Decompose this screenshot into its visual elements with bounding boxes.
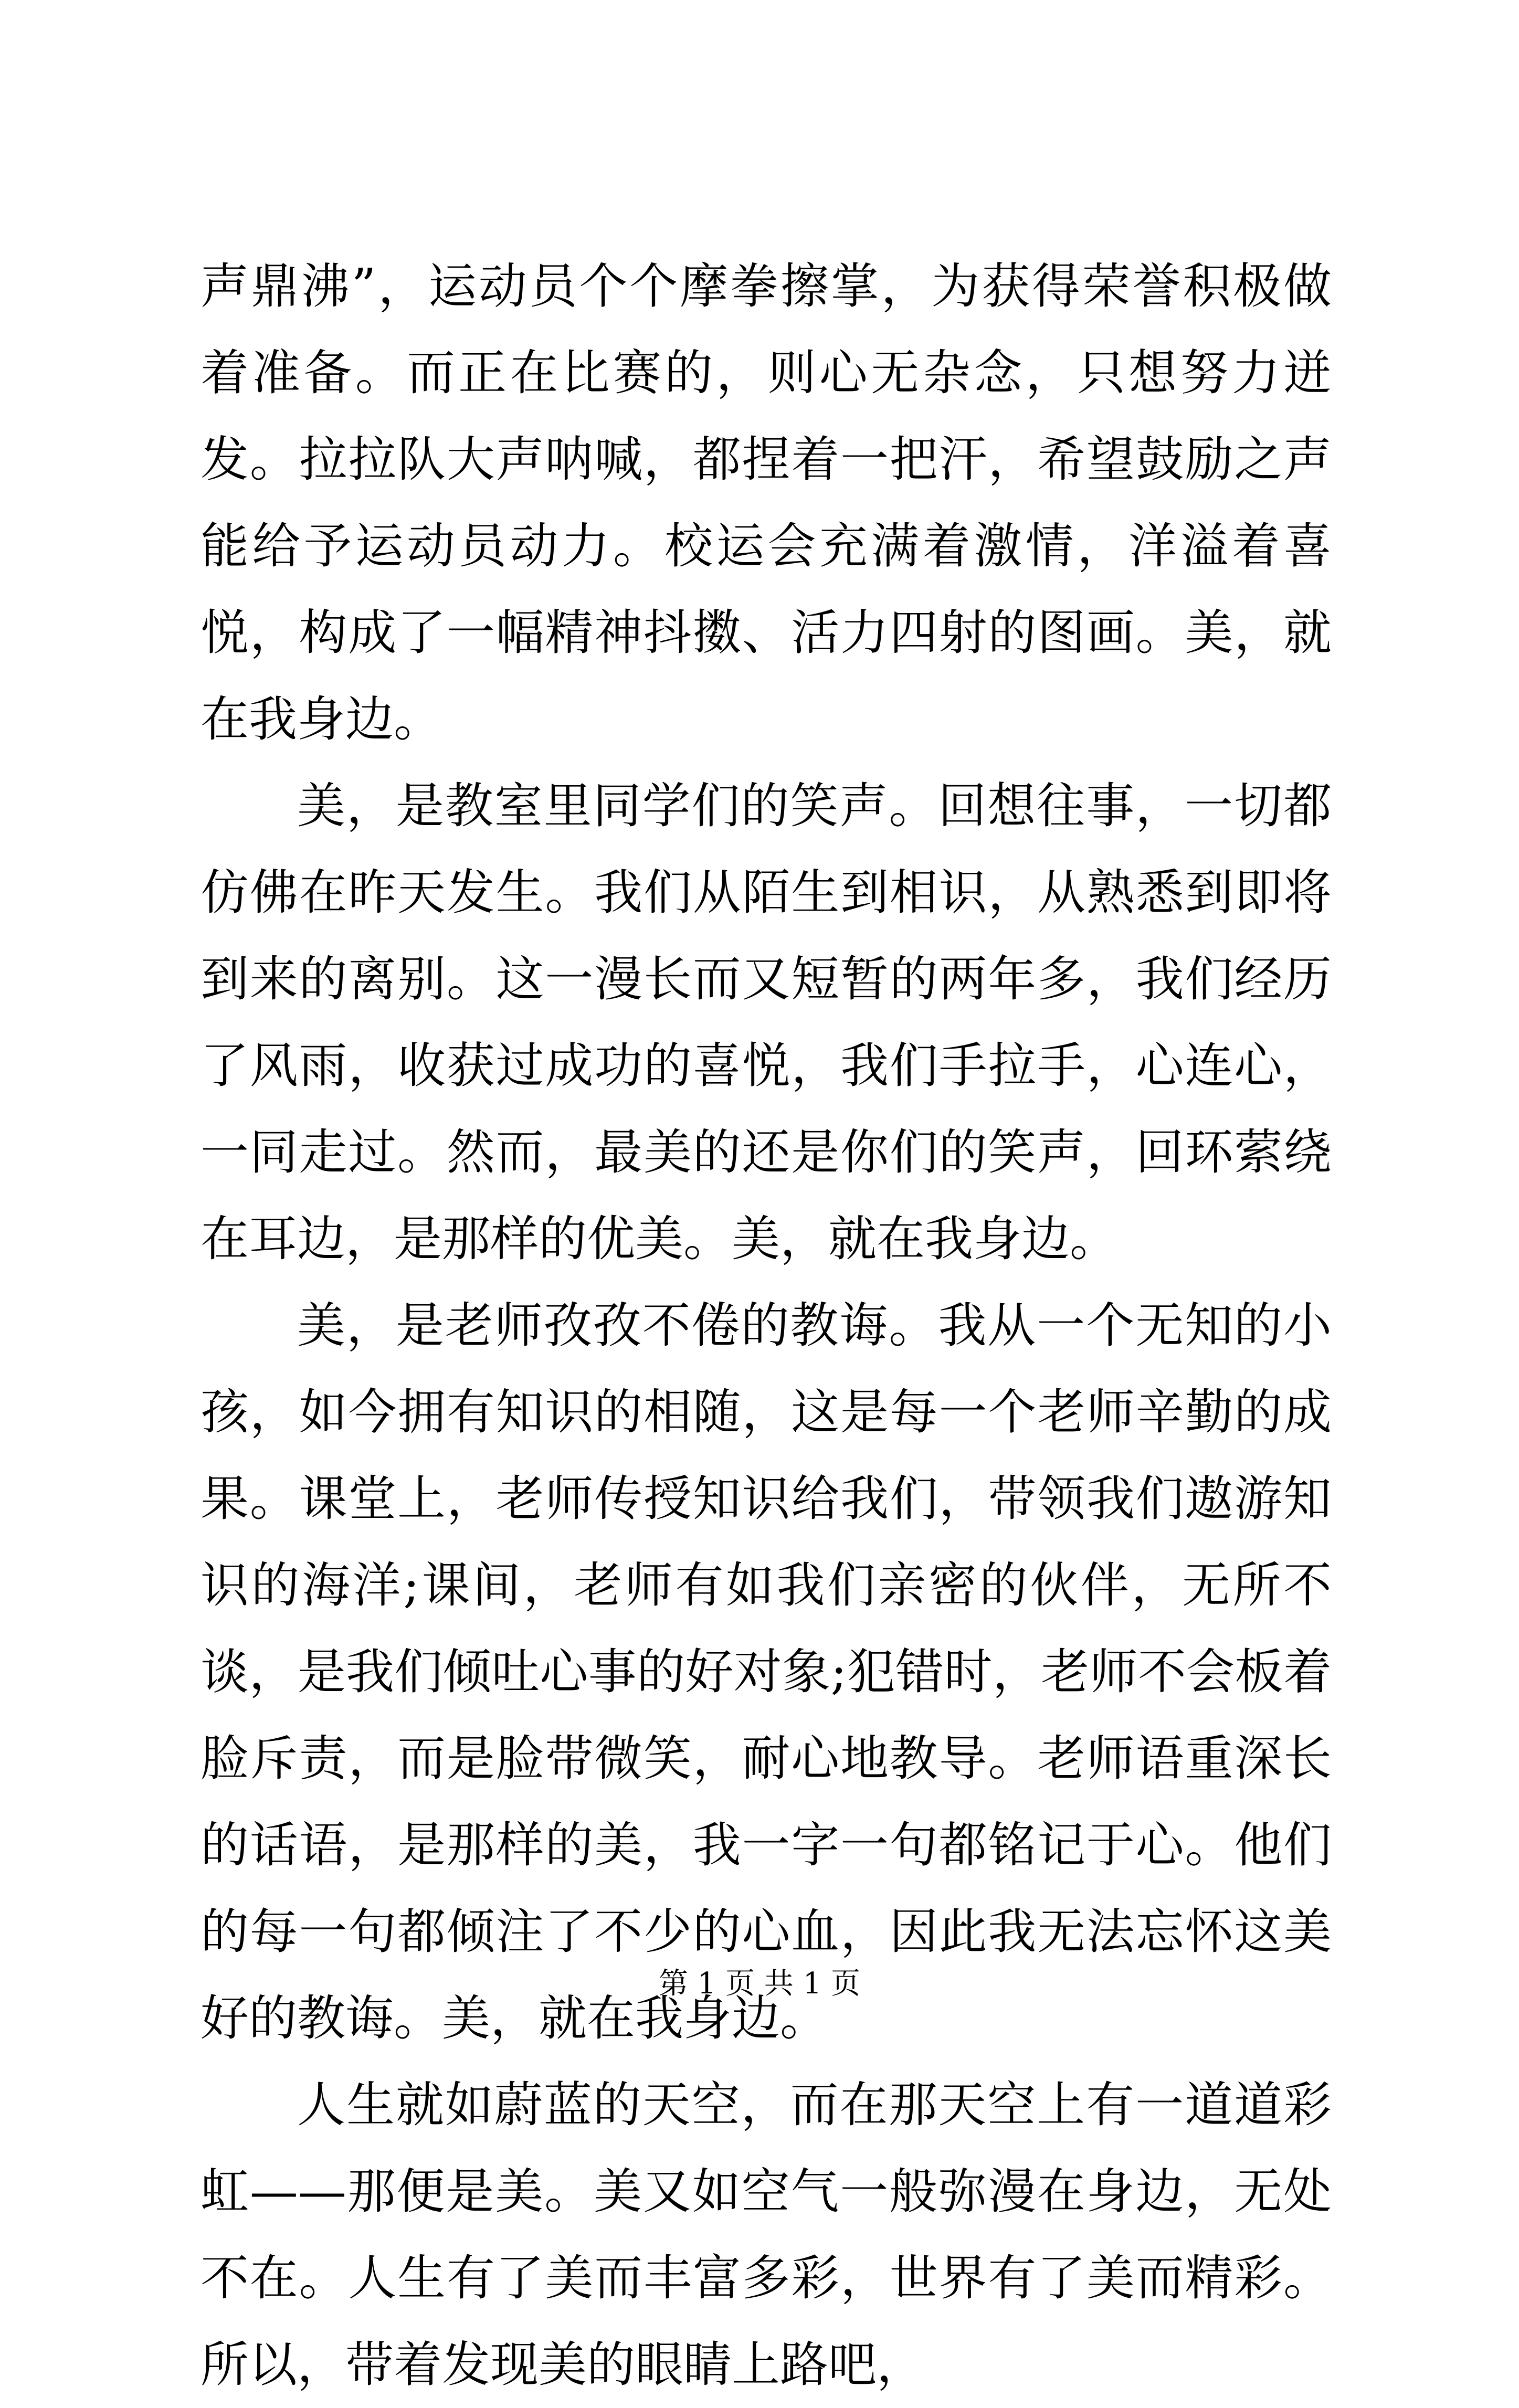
document-body [201,243,1332,2408]
paragraph-4: 人生就如蔚蓝的天空，而在那天空上有一道道彩虹——那便是美。美又如空气一般弥漫在身边，无处不在。人生有了美而丰富多彩，世界有了美而精彩。所以，带着发现美的眼睛上路吧， [201,2077,1332,2393]
paragraph-1: 声鼎沸”，运动员个个摩拳擦掌，为获得荣誉积极做着准备。而正在比赛的，则心无杂念，只想努力迸发。拉拉队大声呐喊，都捏着一把汗，希望鼓励之声能给予运动员动力。校运会充满着激情，洋溢着喜悦，构成了一幅精神抖擞、活力四射的图画。美，就在我身边。 [201,258,1332,747]
paragraph-3: 美，是老师孜孜不倦的教诲。我从一个无知的小孩，如今拥有知识的相随，这是每一个老师辛勤的成果。课堂上，老师传授知识给我们，带领我们遨游知识的海洋;课间，老师有如我们亲密的伙伴，无所不谈，是我们倾吐心事的好对象;犯错时，老师不会板着脸斥责，而是脸带微笑，耐心地教导。老师语重深长的话语，是那样的美，我一字一句都铭记于心。他们的每一句都倾注了不少的心血，因此我无法忘怀这美好的教诲。美，就在我身边。 [201,1297,1332,2046]
paragraph-2: 美，是教室里同学们的笑声。回想往事，一切都仿佛在昨天发生。我们从陌生到相识，从熟悉到即将到来的离别。这一漫长而又短暂的两年多，我们经历了风雨，收获过成功的喜悦，我们手拉手，心连心，一同走过。然而，最美的还是你们的笑声，回环萦绕在耳边，是那样的优美。美，就在我身边。 [201,778,1332,1267]
page-footer: 第 1 页 共 1 页 [658,1967,861,2001]
